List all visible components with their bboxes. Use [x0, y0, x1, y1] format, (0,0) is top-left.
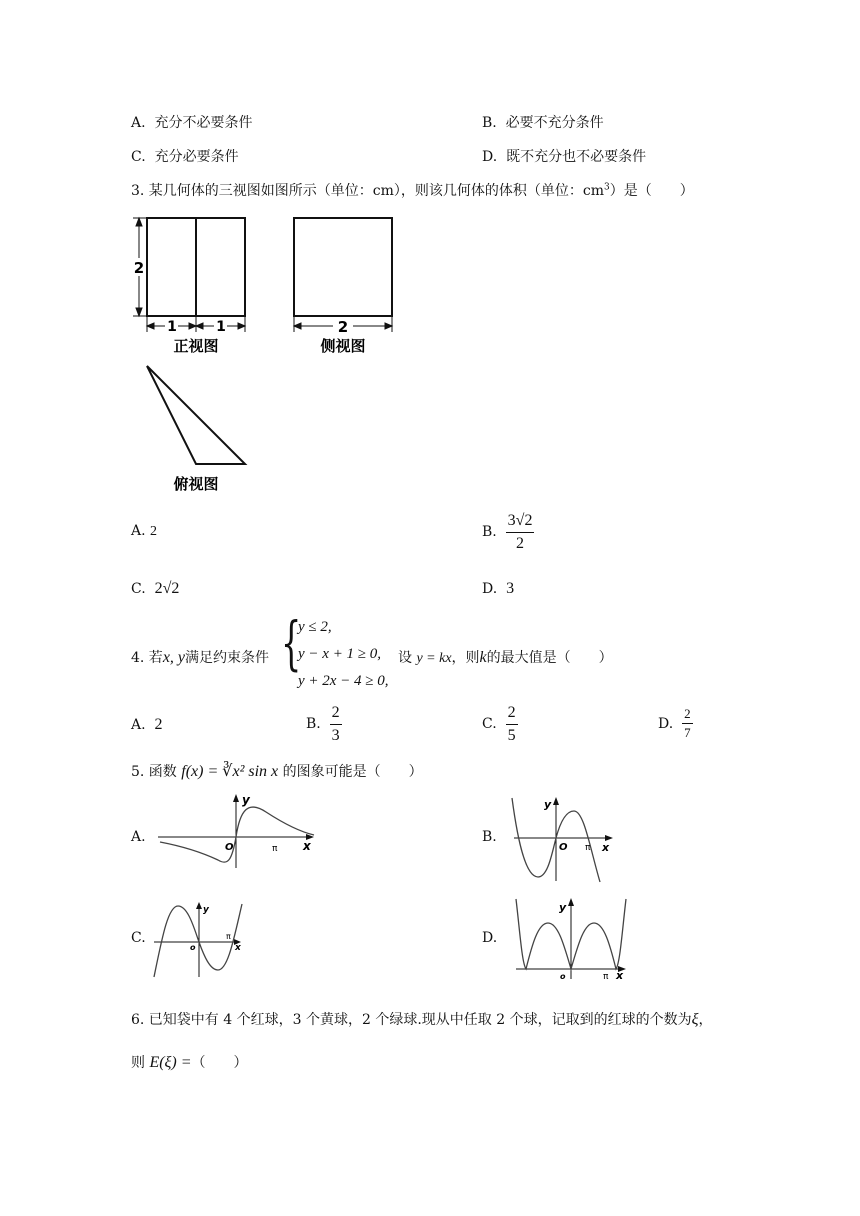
option-label: B. — [482, 115, 497, 131]
fraction-numerator: 2 — [506, 704, 518, 725]
q6-text: 6. 已知袋中有 4 个红球，3 个黄球，2 个绿球.现从中任取 2 个球，记取到的红球的个数为 — [131, 1012, 692, 1028]
fraction-numerator: 3√2 — [506, 512, 535, 533]
option-label: C. — [131, 581, 146, 597]
option-text: 充分不必要条件 — [154, 115, 253, 131]
q4-constraint-2: y − x + 1 ≥ 0, — [298, 646, 382, 662]
side-view-label: 侧视图 — [320, 337, 366, 355]
q4-tail-b: 的最大值是（ ） — [486, 650, 613, 666]
graph-a[interactable] — [156, 790, 321, 870]
option-label: C. — [131, 149, 146, 165]
q4-option-c[interactable] — [482, 704, 518, 744]
top-view — [147, 366, 245, 464]
q5-function: f(x) = ∛x² sin x — [181, 763, 279, 780]
option-fraction — [506, 704, 518, 744]
option-label: D. — [482, 930, 498, 946]
fraction-denominator: 7 — [684, 725, 691, 741]
q6-expectation: E(ξ) = — [149, 1054, 192, 1071]
origin-label: o — [190, 943, 196, 952]
option-label: D. — [658, 715, 674, 732]
option-text: 必要不充分条件 — [505, 115, 604, 131]
dim-front-right-label: 1 — [216, 319, 226, 335]
dim-height-label: 2 — [133, 259, 145, 277]
q6-suffix: （ ） — [191, 1055, 248, 1071]
q5-option-a[interactable] — [131, 829, 146, 845]
fraction-denominator: 5 — [507, 726, 516, 744]
option-value: 2√2 — [154, 580, 180, 597]
option-label: B. — [482, 524, 497, 541]
q4-stem-tail — [398, 647, 613, 667]
option-fraction — [506, 512, 535, 552]
q3-option-b[interactable] — [482, 512, 534, 552]
pi-label: π — [585, 843, 591, 853]
option-label: A. — [131, 829, 146, 845]
q2-option-d[interactable] — [482, 146, 646, 166]
q3-stem-text: 3. 某几何体的三视图如图所示（单位：cm），则该几何体的体积（单位：cm — [131, 183, 605, 199]
fraction-numerator: 2 — [682, 707, 693, 724]
axis-x-label: x — [616, 969, 624, 982]
q4-prefix: 4. 若 — [131, 650, 163, 666]
option-label: D. — [482, 581, 498, 597]
option-value: 2 — [150, 524, 158, 539]
q4-option-b[interactable] — [306, 704, 342, 744]
q3-option-c[interactable] — [131, 580, 179, 598]
q2-option-b[interactable] — [482, 112, 604, 132]
origin-label: o — [560, 972, 566, 981]
q4-set-text: 设 — [398, 650, 412, 666]
side-view — [294, 218, 392, 316]
axis-y-label: y — [242, 793, 250, 807]
fraction-denominator: 3 — [331, 726, 340, 744]
top-view-label: 俯视图 — [173, 475, 219, 493]
option-label: B. — [482, 829, 497, 845]
fraction-denominator: 2 — [516, 534, 525, 552]
front-width-dimension — [147, 316, 245, 332]
pi-label: π — [603, 972, 609, 982]
q4-stem-prefix — [131, 647, 269, 667]
graph-c[interactable] — [150, 898, 250, 980]
q3-stem — [131, 180, 694, 200]
option-label: C. — [131, 930, 146, 946]
graph-b[interactable] — [508, 793, 618, 885]
option-label: A. — [131, 523, 146, 539]
q3-superscript: 3 — [604, 182, 610, 193]
q5-option-c[interactable] — [131, 930, 146, 946]
option-text: 充分必要条件 — [154, 149, 239, 165]
pi-label: π — [272, 844, 278, 854]
q4-option-d[interactable] — [658, 707, 693, 741]
origin-label: O — [225, 842, 234, 853]
option-label: C. — [482, 716, 497, 733]
q5-option-b[interactable] — [482, 829, 497, 845]
q4-k: k — [479, 649, 487, 666]
q6-prefix: 则 — [131, 1055, 145, 1071]
q5-option-d[interactable] — [482, 930, 497, 946]
curve-a — [160, 807, 314, 862]
graph-d[interactable] — [510, 893, 635, 983]
q6-stem-line2 — [131, 1052, 248, 1072]
fraction-numerator: 2 — [330, 704, 342, 725]
q4-mid: 满足约束条件 — [185, 650, 270, 666]
q5-prefix: 5. 函数 — [131, 764, 177, 780]
q4-set-expr: y = kx — [416, 651, 452, 666]
option-label: B. — [306, 716, 321, 733]
origin-label: O — [559, 842, 568, 853]
axis-x-label: x — [602, 841, 610, 854]
front-view-label: 正视图 — [173, 337, 219, 355]
q4-vars: x, y — [162, 649, 186, 666]
three-view-figure — [125, 208, 415, 498]
axis-y-label: y — [559, 901, 567, 914]
axis-y-label: y — [203, 905, 209, 915]
q4-constraint-3: y + 2x − 4 ≥ 0, — [298, 673, 389, 689]
q5-stem — [131, 761, 423, 781]
q3-option-a[interactable] — [131, 523, 157, 540]
q4-constraint-1: y ≤ 2, — [298, 619, 332, 635]
q2-option-a[interactable] — [131, 112, 252, 132]
dim-side-label: 2 — [337, 318, 349, 336]
option-value: 2 — [154, 716, 163, 733]
q4-tail-a: ，则 — [451, 650, 480, 666]
q6-stem-line1 — [131, 1009, 712, 1029]
q3-stem-tail: ）是（ ） — [609, 183, 694, 199]
axis-x-label: x — [303, 839, 311, 853]
q5-suffix: 的图象可能是（ ） — [282, 764, 423, 780]
q4-brace: { — [281, 609, 302, 677]
option-fraction — [682, 707, 693, 741]
q3-option-d[interactable] — [482, 580, 514, 598]
axis-y-label: y — [544, 798, 552, 811]
dim-front-left-label: 1 — [167, 319, 177, 335]
option-fraction — [330, 704, 342, 744]
front-view — [147, 218, 245, 316]
option-value: 3 — [506, 580, 515, 597]
axis-x-label: x — [235, 943, 241, 953]
option-text: 既不充分也不必要条件 — [506, 149, 647, 165]
q2-option-c[interactable] — [131, 146, 239, 166]
option-label: A. — [131, 115, 146, 131]
q4-option-a[interactable] — [131, 716, 162, 734]
option-label: A. — [131, 717, 146, 733]
option-label: D. — [482, 149, 498, 165]
q6-comma: ， — [698, 1012, 713, 1028]
q6-xi: ξ — [691, 1011, 699, 1028]
pi-label: π — [226, 932, 231, 941]
